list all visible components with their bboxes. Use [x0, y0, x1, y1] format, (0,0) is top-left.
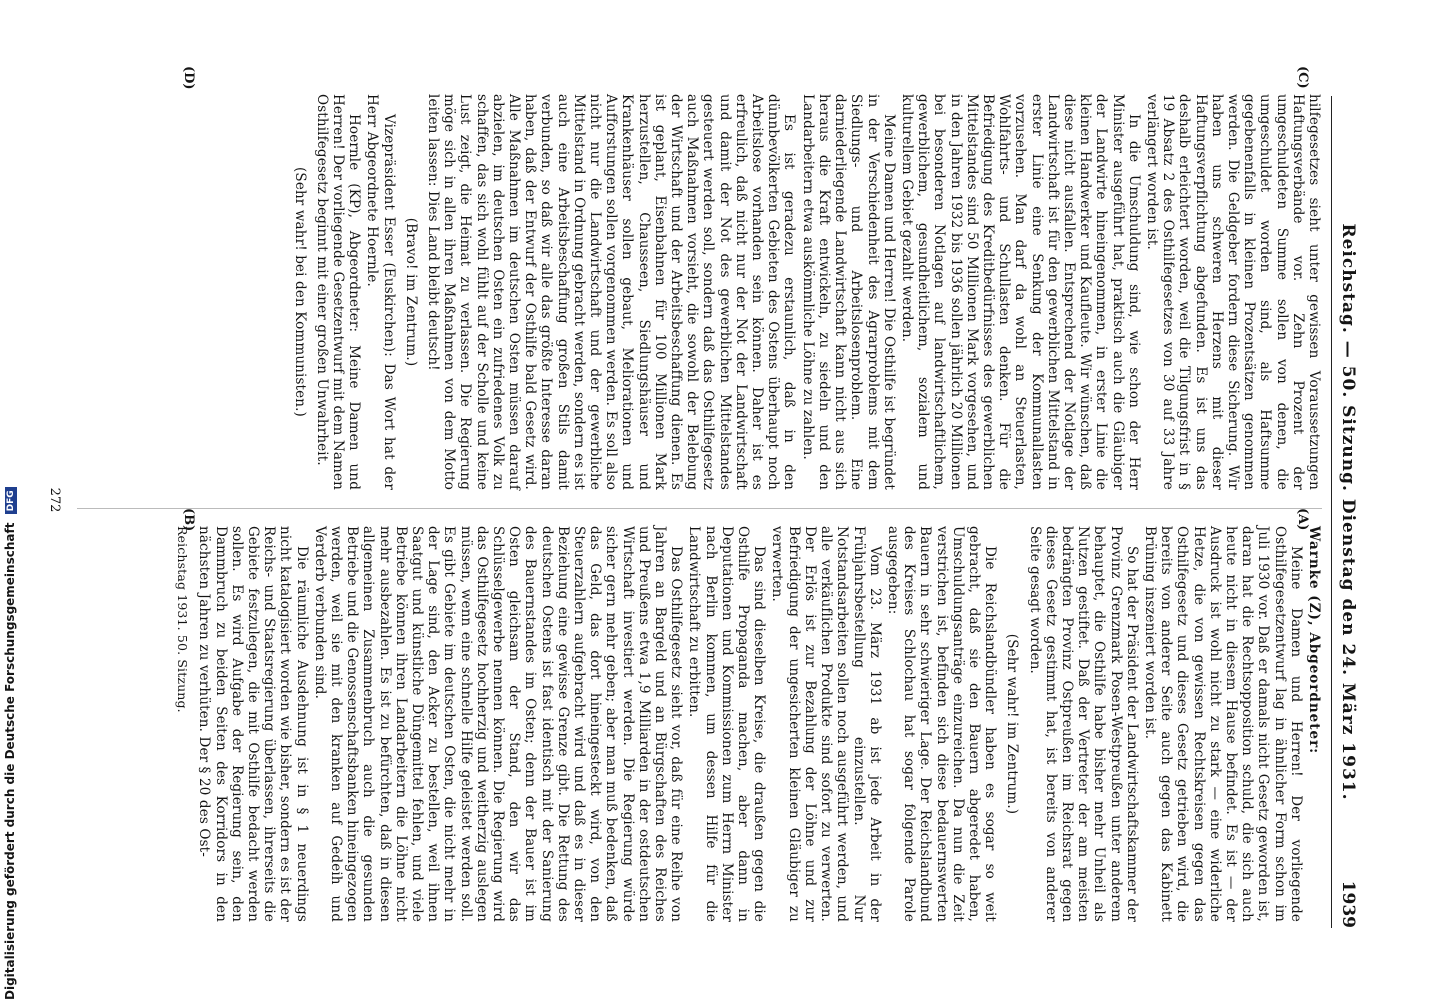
- paragraph: Das Osthilfegesetz sieht vor, daß für eine Reihe von Jahren an Bargeld und an Bürgschaften des Reiches und Preußens etwa 1,9 Milliarden in der ostdeutschen Wirtschaft investiert werden. Die Regierung würde sicher gern mehr geben; aber man muß bedenken, daß das Geld, das dort hineingesteckt wird, von den Steuerzahlern aufgebracht wird und daß es in dieser Beziehung eine gewisse Grenze gibt. Die Rettung des deutschen Ostens ist fast identisch mit der Sanierung des Bauernstandes im Osten; denn der Bauer ist im Osten gleichsam der Stand, den wir das Schlüsselgewerbe nennen können. Die Regierung wird das Osthilfegesetz hochherzig und weitherzig auslegen müssen, wenn eine schnelle Hilfe geleistet werden soll. Es gibt Gebiete im deutschen Osten, die nicht mehr in der Lage sind, den Acker zu bestellen, weil ihnen Saatgut und künstliche Düngemittel fehlen, und viele Betriebe können ihren Landarbeitern die Löhne nicht mehr ausbezahlen. Es ist zu befürchten, daß in diesen allgemeinen Zusammenbruch auch die gesunden Betriebe und die Genossenschaftsbanken hineingezogen werden, weil sie mit den kranken auf Gedeih und Verderb verbunden sind.: [311, 526, 685, 922]
- page-header: [1334, 96, 1358, 928]
- column-divider: [77, 508, 1322, 509]
- session-note: Reichstag 1931. 50. Sitzung.: [175, 526, 191, 713]
- header-title: Reichstag. — 50. Sitzung. Dienstag den 24. März 1931.: [1338, 223, 1358, 801]
- paragraph: Die räumliche Ausdehnung ist in § 1 neuerdings nicht katalogisiert worden wie bisher, sondern es ist der Reichs- und Staatsregierung überlassen, ihrerseits die Gebiete festzulegen, die mit Osthilfe bedacht werden sollen. Es wird Aufgabe der Regierung sein, den Dammbruch zu beiden Seiten des Korridors in den nächsten Jahren zu verhüten. Der § 20 des Ost-: [196, 526, 310, 922]
- right-column: [285, 94, 1322, 490]
- footer-page-number: 272: [47, 487, 62, 513]
- margin-mark-b: (B): [181, 508, 196, 532]
- paragraph: Es ist geradezu erstaunlich, daß in den dünnbevölkerten Gebieten des Ostens überhaupt noch Arbeitslose vorhanden sein können. Daher ist es erfreulich, daß nicht nur der Not der Landwirtschaft und damit der Not des gewerblichen Mittelstandes gesteuert werden soll, sondern daß das Osthilfegesetz auch Maßnahmen vorsieht, die sowohl der Belebung der Wirtschaft und der Arbeitsbeschaffung dienen. Es ist geplant, Eisenbahnen für 100 Millionen Mark herzustellen, Chausseen, Siedlungshäuser und Krankenhäuser sollen gebaut, Meliorationen und Aufforstungen sollen vorgenommen werden. Es soll also nicht nur die Landwirtschaft und der gewerbliche Mittelstand in Ordnung gebracht werden, sondern es ist auch eine Arbeitsbeschaffung großen Stils damit verbunden, so daß wir alle das größte Interesse daran haben, daß der Entwurf der Osthilfe bald Gesetz wird. Alle Maßnahmen im deutschen Osten müssen darauf abzielen, im deutschen Osten ein zufriedenes Volk zu schaffen, das sich wohl fühlt auf der Scholle und keine Lust zeigt, die Heimat zu verlassen. Die Regierung möge sich in allen ihren Maßnahmen von dem Motto leiten lassen: Dies Land bleibt deutsch!: [425, 94, 798, 490]
- applause: (Bravo! im Zentrum.): [402, 217, 419, 367]
- speaker-line: Warnke (Z), Abgeordneter:: [1306, 526, 1322, 755]
- quote-paragraph: Vom 23. März 1931 ab ist jede Arbeit in der Frühjahrsbestellung einzustellen. Nur Notstandsarbeiten sollen noch ausgeführt werden, und alle verkäuflichen Produkte sind sofort zu verwerten. Der Erlös ist zur Bezahlung der Löhne und zur Befriedigung der ungesicherten kleinen Gläubiger zu verwerten.: [769, 526, 883, 922]
- paragraph: Meine Damen und Herren! Die Osthilfe ist begründet in der Verschiedenheit des Agrarproblems mit dem Siedlungs- und Arbeitslosenproblem. Eine darniederliegende Landwirtschaft kann nicht aus sich heraus die Kraft entwickeln, zu siedeln und den Landarbeitern etwa auskömmliche Löhne zu zahlen.: [799, 94, 897, 490]
- digitization-text: Digitalisierung gefördert durch die Deutsche Forschungsgemeinschaft: [3, 522, 17, 1000]
- margin-mark-c: (C): [1295, 66, 1310, 89]
- header-rule: [1331, 96, 1332, 928]
- margin-mark-d: (D): [181, 66, 196, 90]
- paragraph: So hat der Präsident der Landwirtschaftskammer der Provinz Grenzmark Posen-Westpreußen unter anderem behauptet, die Osthilfe habe bisher mehr Unheil als Nutzen gestiftet. Daß der Vertreter der am meisten bedrängten Provinz Ostpreußen im Reichsrat gegen dieses Gesetz gestimmt hat, ist bereits von anderer Seite gesagt worden.: [1026, 526, 1140, 922]
- paragraph: Die Reichslandbündler haben es sogar so weit gebracht, daß sie den Bauern abgeredet haben, Umschuldungsanträge einzureichen. Da nun die Zeit verstrichen ist, befinden sich diese bedauernswerten Bauern in sehr schwieriger Lage. Der Reichslandbund des Kreises Schlochau hat sogar folgende Parole ausgegeben:: [884, 526, 999, 922]
- margin-mark-a: (A): [1295, 508, 1310, 531]
- interjection: (Sehr wahr! bei den Kommunisten.): [291, 167, 308, 417]
- paragraph: In die Umschuldung sind, wie schon der Herr Minister ausgeführt hat, praktisch auch die Gläubiger der Landwirte hineingenommen, in erster Linie die kleinen Handwerker und Kaufleute. Wir wünschen, daß diese nicht ausfallen. Entsprechend der Notlage der Landwirtschaft ist für den gewerblichen Mittelstand in erster Linie eine Senkung der Kommunallasten vorzusehen. Man darf da wohl an Steuerlasten, Wohlfahrts- und Schullasten denken. Für die Befriedigung des Kreditbedürfnisses des gewerblichen Mittelstandes sind 50 Millionen Mark vorgesehen, und in den Jahren 1932 bis 1936 sollen jährlich 20 Millionen bei besonderen Notlagen auf landwirtschaftlichem, gewerblichem, gesundheitlichem, sozialem und kulturellem Gebiet gezahlt werden.: [898, 94, 1142, 490]
- interjection: (Sehr wahr! im Zentrum.): [1004, 633, 1021, 815]
- paragraph: Meine Damen und Herren! Der vorliegende Osthilfegesetzentwurf lag in ähnlicher Form schon im Juli 1930 vor. Daß er damals nicht Gesetz geworden ist, daran hat die Rechtsopposition schuld, die sich auch heute nicht in diesem Hause befindet. Es ist — der Ausdruck ist wohl nicht zu stark — eine widerliche Hetze, die von gewissen Rechtskreisen gegen das Osthilfegesetz und dieses Gesetz getrieben wird, die bereits von anderer Seite auch gegen das Kabinett Brüning inszeniert worden ist.: [1141, 526, 1304, 922]
- paragraph: hilfegesetzes sieht unter gewissen Voraussetzungen Haftungsverbände vor. Zehn Prozent der umgeschuldeten Summe sollen von denen, die umgeschuldet worden sind, als Haftsumme gegebenenfalls in kleinen Prozentsätzen genommen werden. Die Geldgeber fordern diese Sicherung. Wir haben uns schweren Herzens mit dieser Haftungsverpflichtung abgefunden. Es ist uns das deshalb erleichtert worden, weil die Tilgungsfrist in § 19 Absatz 2 des Osthilfegesetzes von 30 auf 33 Jahre verlängert worden ist.: [1143, 94, 1322, 490]
- header-page-number: 1939: [1338, 880, 1358, 928]
- dfg-logo: DFG: [5, 487, 17, 514]
- digitization-note: [3, 0, 17, 1000]
- paragraph: Das sind dieselben Kreise, die draußen gegen die Osthilfe Propaganda machen, aber dann in Deputationen und Kommissionen zum Herrn Minister nach Berlin kommen, um dessen Hilfe für die Landwirtschaft zu erbitten.: [686, 526, 768, 922]
- left-column: [172, 526, 1322, 922]
- president-line: Vizepräsident Esser (Euskirchen): Das Wort hat der Herr Abgeordnete Hoernle.: [364, 94, 397, 490]
- speaker-line: Hoernle (KP), Abgeordneter: Meine Damen und Herren! Der vorliegende Gesetzentwurf mit dem Namen Osthilfegesetz beginnt mit einer großen Unwahrheit.: [313, 94, 363, 490]
